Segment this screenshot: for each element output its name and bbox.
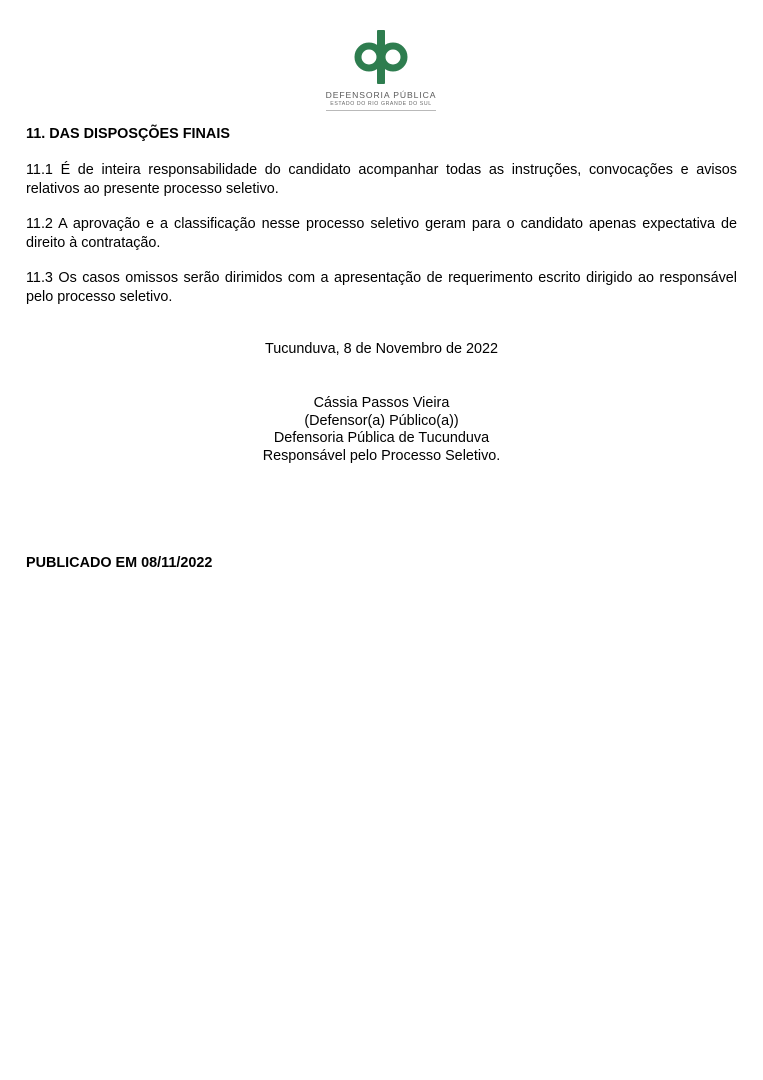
signature-block	[0, 395, 763, 465]
dp-logo-icon	[354, 28, 408, 86]
paragraph-11-3: 11.3 Os casos omissos serão dirimidos com a apresentação de requerimento escrito dirigido ao responsável pelo processo seletivo.	[26, 270, 737, 305]
paragraph-11-2: 11.2 A aprovação e a classificação nesse processo seletivo geram para o candidato apenas expectativa de direito à contratação.	[26, 216, 737, 251]
signatory-name: Cássia Passos Vieira	[313, 395, 450, 411]
signatory-role: (Defensor(a) Público(a))	[304, 412, 459, 429]
signatory-responsibility: Responsável pelo Processo Seletivo.	[262, 447, 501, 464]
signatory-office: Defensoria Pública de Tucunduva	[273, 430, 490, 446]
paragraph-11-1: 11.1 É de inteira responsabilidade do candidato acompanhar todas as instruções, convocações e avisos relativos ao presente processo seletivo.	[26, 162, 737, 197]
place-date: Tucunduva, 8 de Novembro de 2022	[264, 341, 499, 357]
defensoria-logo	[318, 28, 444, 116]
logo-name: DEFENSORIA PÚBLICA	[325, 90, 437, 100]
logo-subtitle: ESTADO DO RIO GRANDE DO SUL	[330, 101, 432, 107]
section-heading: 11. DAS DISPOSÇÕES FINAIS	[26, 126, 230, 142]
logo-divider	[326, 110, 436, 111]
published-date: PUBLICADO EM 08/11/2022	[26, 555, 213, 571]
